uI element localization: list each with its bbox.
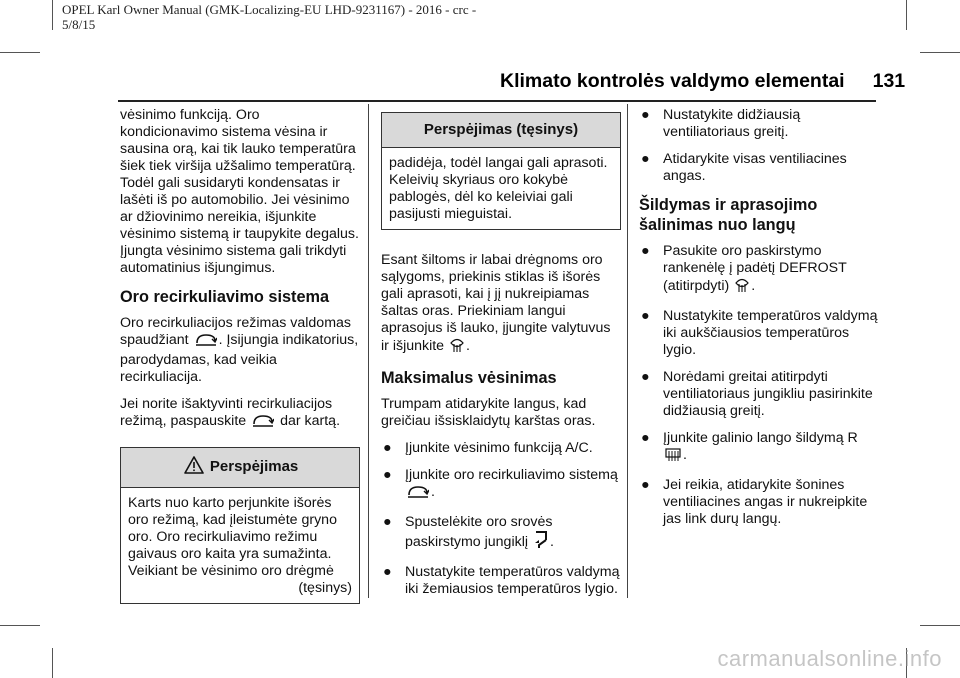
- column-divider: [368, 104, 369, 598]
- column-divider: [627, 104, 628, 598]
- defrost-icon: [735, 277, 749, 298]
- list-item: ● Norėdami greitai atitirpdyti ventiliatoriaus jungikliu pasirinkite didžiausią greitį.: [641, 369, 873, 419]
- bullet-icon: ●: [383, 440, 392, 456]
- defrost-icon: [450, 337, 464, 358]
- column-2: [381, 107, 621, 608]
- list-item: ● Nustatykite temperatūros valdymą iki aukščiausios temperatūros lygio.: [641, 308, 878, 358]
- header-rule: [118, 100, 876, 102]
- recirculation-icon: [195, 333, 217, 352]
- crop-mark: [52, 648, 53, 678]
- defrost-list: [639, 243, 879, 528]
- fogging-paragraph: Esant šiltoms ir labai drėgnoms oro sąlygoms, priekinis stiklas iš išorės gali aprasoti, kai į jį nukreipiamas šaltas oras. Priekiniam langui aprasojus iš lauko, įjungite valytuvus ir išjunkite .: [381, 252, 621, 358]
- max-cooling-paragraph: Trumpam atidarykite langus, kad greičiau išsisklaidytų karštas oras.: [381, 396, 596, 429]
- recirculation-icon: [252, 414, 274, 433]
- bullet-icon: ●: [641, 107, 650, 123]
- list-item: ● Spustelėkite oro srovės paskirstymo jungiklį .: [381, 514, 621, 554]
- crop-mark: [906, 0, 907, 30]
- warning-body: padidėja, todėl langai gali aprasoti. Keleivių skyriaus oro kokybė pablogės, dėl ko keleiviai gali pasijusti mieguistai.: [389, 155, 608, 222]
- crop-mark: [0, 52, 40, 53]
- column-1: [120, 107, 360, 616]
- warning-title: Perspėjimas: [209, 458, 299, 475]
- crop-mark: [0, 625, 40, 626]
- warning-icon: [184, 456, 204, 479]
- continued-label: (tęsinys): [298, 580, 352, 596]
- bullet-icon: ●: [383, 467, 392, 483]
- column-3: [639, 107, 879, 538]
- section-title: Klimato kontrolės valdymo elementai: [500, 70, 845, 92]
- crop-mark: [920, 625, 960, 626]
- list-item: ● Jei reikia, atidarykite šonines ventiliacines angas ir nukreipkite jas link durų langų.: [641, 477, 868, 527]
- list-item: ● Nustatykite didžiausią ventiliatoriaus greitį.: [641, 107, 801, 140]
- watermark: carmanualsonline.info: [717, 646, 942, 671]
- warning-header: Perspėjimas (tęsinys): [382, 113, 620, 148]
- page-number: 131: [872, 70, 906, 92]
- bullet-icon: ●: [641, 308, 650, 324]
- recirc-paragraph-1: Oro recirkuliacijos režimas valdomas spaudžiant . Įsijungia indikatorius, parodydamas, kad veikia recirkuliacija.: [120, 315, 359, 385]
- crop-mark: [920, 52, 960, 53]
- list-item: ● Nustatykite temperatūros valdymą iki žemiausios temperatūros lygio.: [383, 564, 620, 597]
- crop-mark: [52, 0, 53, 30]
- bullet-icon: ●: [641, 430, 650, 446]
- list-item: ● Įjunkite galinio lango šildymą R .: [639, 430, 879, 467]
- warning-text: Karts nuo karto perjunkite išorės oro režimą, kad įleistumėte gryno oro. Oro recirkuliavimo režimu gaivaus oro kaita yra sumažinta. Veikiant be vėsinimo oro drėgmė: [128, 495, 337, 579]
- meta-line-1: OPEL Karl Owner Manual (GMK-Localizing-EU LHD-9231167) - 2016 - crc -: [62, 2, 477, 17]
- bullet-icon: ●: [641, 369, 650, 385]
- list-item: ● Pasukite oro paskirstymo rankenėlę į padėtį DEFROST (atitirpdyti) .: [639, 243, 879, 298]
- bullet-icon: ●: [641, 243, 650, 259]
- heading-defrost: Šildymas ir aprasojimo šalinimas nuo langų: [639, 196, 818, 234]
- meta-line-2: 5/8/15: [62, 17, 96, 32]
- heading-recirculation: Oro recirkuliavimo sistema: [120, 288, 330, 306]
- air-distribution-icon: [534, 531, 548, 554]
- document-meta: [62, 2, 522, 32]
- bullet-icon: ●: [641, 151, 650, 167]
- list-item: ● Įjunkite oro recirkuliavimo sistemą .: [381, 467, 621, 504]
- recirculation-icon: [407, 485, 429, 504]
- warning-header: [121, 448, 359, 488]
- heading-max-cooling: Maksimalus vėsinimas: [381, 369, 557, 387]
- recirc-paragraph-2: Jei norite išaktyvinti recirkuliacijos režimą, paspauskite dar kartą.: [120, 396, 360, 433]
- bullet-icon: ●: [383, 514, 392, 530]
- bullet-icon: ●: [383, 564, 392, 580]
- rear-window-heater-icon: [665, 448, 681, 467]
- max-cooling-list: [381, 440, 621, 598]
- list-item: ● Atidarykite visas ventiliacines angas.: [641, 151, 847, 184]
- warning-box: [120, 447, 360, 604]
- intro-paragraph: vėsinimo funkciją. Oro kondicionavimo sistema vėsina ir sausina orą, kai tik lauko temperatūra šiek tiek viršija užšalimo temperatūrą. Todėl gali susidaryti kondensatas ir lašėti iš po automobilio. Jei vėsinimo ar džiovinimo nereikia, išjunkite vėsinimo sistemą ir taupykite degalus. Įjungta vėsinimo sistema gali trikdyti automatinius išjungimus.: [120, 107, 359, 276]
- cooling-list-continued: [639, 107, 879, 185]
- page-header: [500, 70, 906, 93]
- warning-box-continued: [381, 112, 621, 230]
- bullet-icon: ●: [641, 477, 650, 493]
- warning-body: [121, 488, 359, 603]
- list-item: ● Įjunkite vėsinimo funkciją A/C.: [383, 440, 593, 456]
